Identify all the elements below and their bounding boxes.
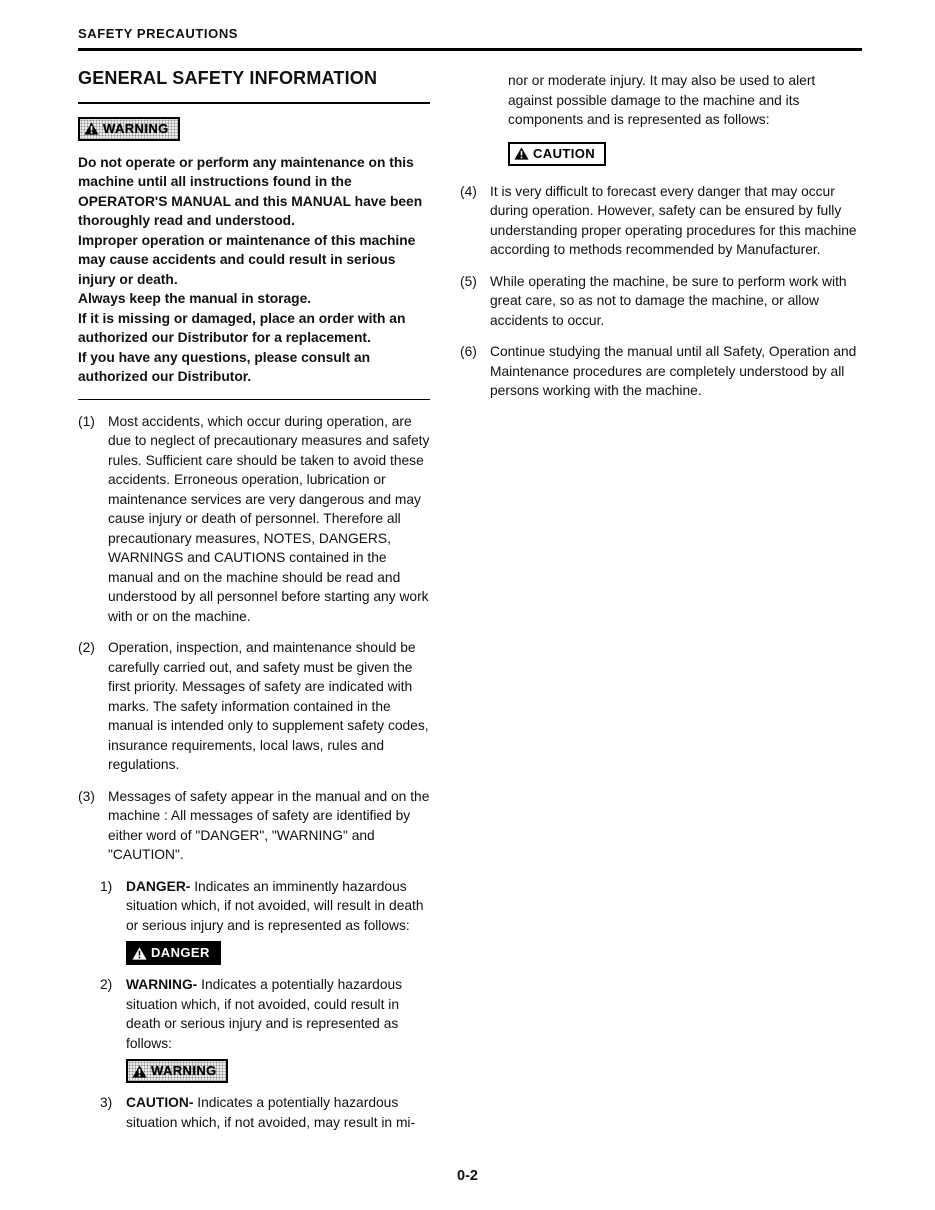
item-text: While operating the machine, be sure to perform work with great care, so as not to damage the machine, or allow accidents to occur. xyxy=(490,273,847,328)
warning-badge-label: WARNING xyxy=(151,1063,217,1078)
item-number: (4) xyxy=(460,183,477,199)
top-warning-badge-row xyxy=(78,117,430,141)
caution-continuation-text: nor or moderate injury. It may also be used to alert against possible damage to the machine and its components and is represented as follows: xyxy=(508,73,816,127)
caution-triangle-icon xyxy=(514,147,529,160)
numbered-item-3 xyxy=(78,787,430,865)
item-text: Operation, inspection, and maintenance should be carefully carried out, and safety must be given the first priority. Messages of safety are indicated with marks. The safety information contained in the manual is intended only to supplement safety codes, insurance requirements, local laws, rules and regulations. xyxy=(108,640,429,772)
sub-item-number: 1) xyxy=(100,878,113,894)
numbered-item-2 xyxy=(78,638,430,775)
sub-item-caution xyxy=(100,1093,430,1132)
item-number: (1) xyxy=(78,413,95,429)
item-text: It is very difficult to forecast every danger that may occur during operation. However, safety can be ensured by fully understanding proper operating procedures for this machine according to methods recommended by Manufacturer. xyxy=(490,183,857,257)
item-number: (3) xyxy=(78,788,95,804)
header-rule xyxy=(78,48,862,51)
item-number: (2) xyxy=(78,640,95,655)
warning-triangle-icon xyxy=(132,1065,147,1078)
right-column xyxy=(460,67,862,413)
warning-badge-label: WARNING xyxy=(103,120,169,136)
sub-item-danger xyxy=(100,877,430,936)
caution-badge xyxy=(508,142,606,166)
numbered-item-5 xyxy=(460,272,862,331)
sub-item-warning xyxy=(100,975,430,1053)
sub-item-lead: DANGER- xyxy=(126,878,191,894)
danger-badge xyxy=(126,941,221,965)
sub-item-lead: CAUTION- xyxy=(126,1095,194,1110)
caution-badge-label: CAUTION xyxy=(533,145,596,161)
sub-item-rest: Indicates a potentially hazardous situation which, if not avoided, could result in death or serious injury and is represented as follows: xyxy=(126,977,403,1051)
sub-item-text xyxy=(126,975,430,1053)
intro-paragraph: Always keep the manual in storage. xyxy=(78,291,312,306)
section-title-rule xyxy=(78,102,430,104)
warning-badge-row xyxy=(126,1059,430,1083)
sub-item-rest: Indicates a potentially hazardous situation which, if not avoided, may result in mi- xyxy=(126,1095,416,1130)
sub-item-text xyxy=(126,877,430,936)
danger-badge-row xyxy=(126,941,430,965)
numbered-item-1 xyxy=(78,412,430,627)
danger-badge-label: DANGER xyxy=(151,945,210,960)
sub-item-text xyxy=(126,1093,430,1132)
caution-badge-row xyxy=(508,142,862,166)
sub-item-number: 2) xyxy=(100,977,113,992)
warning-badge xyxy=(78,117,180,141)
intro-paragraph: If it is missing or damaged, place an order with an authorized our Distributor for a replacement. xyxy=(78,310,406,345)
intro-paragraph: Improper operation or maintenance of this machine may cause accidents and could result in serious injury or death. xyxy=(78,232,416,287)
page-number: 0-2 xyxy=(457,1168,478,1184)
intro-paragraph: If you have any questions, please consult an authorized our Distributor. xyxy=(78,349,371,384)
sub-item-rest: Indicates an imminently hazardous situation which, if not avoided, will result in death or serious injury and is represented as follows: xyxy=(126,878,424,933)
left-column xyxy=(78,67,430,1138)
item-text: Messages of safety appear in the manual and on the machine : All messages of safety are identified by either word of "DANGER", "WARNING" and "CAUTION". xyxy=(108,788,430,862)
item-text: Most accidents, which occur during operation, are due to neglect of precautionary measures and safety rules. Sufficient care should be taken to avoid these accidents. Erroneous operation, lubrication or maintenance services are very dangerous and may cause injury or death of personnel. Therefore all precautionary measures, NOTES, DANGERS, WARNINGS and CAUTIONS contained in the manual and on the machine should be read and understood by all personnel before starting any work with or on the machine. xyxy=(108,413,430,624)
item-text: Continue studying the manual until all Safety, Operation and Maintenance procedures are completely understood by all persons working with the machine. xyxy=(490,344,857,398)
warning-triangle-icon xyxy=(84,122,99,135)
numbered-item-4 xyxy=(460,182,862,260)
item-number: (5) xyxy=(460,273,477,289)
warning-badge-2 xyxy=(126,1059,228,1083)
numbered-item-6 xyxy=(460,342,862,401)
item-number: (6) xyxy=(460,344,477,359)
sub-item-number: 3) xyxy=(100,1095,113,1110)
two-column-layout xyxy=(78,67,862,1138)
section-title: GENERAL SAFETY INFORMATION xyxy=(78,68,378,88)
danger-triangle-icon xyxy=(132,947,147,960)
page-header-title: SAFETY PRECAUTIONS xyxy=(78,26,239,41)
intro-paragraph: Do not operate or perform any maintenance on this machine until all instructions found in the OPERATOR'S MANUAL and this MANUAL have been thoroughly read and understood. xyxy=(78,154,423,228)
warning-intro-text xyxy=(78,153,430,387)
sub-item-lead: WARNING- xyxy=(126,977,198,992)
intro-divider-rule xyxy=(78,399,430,400)
